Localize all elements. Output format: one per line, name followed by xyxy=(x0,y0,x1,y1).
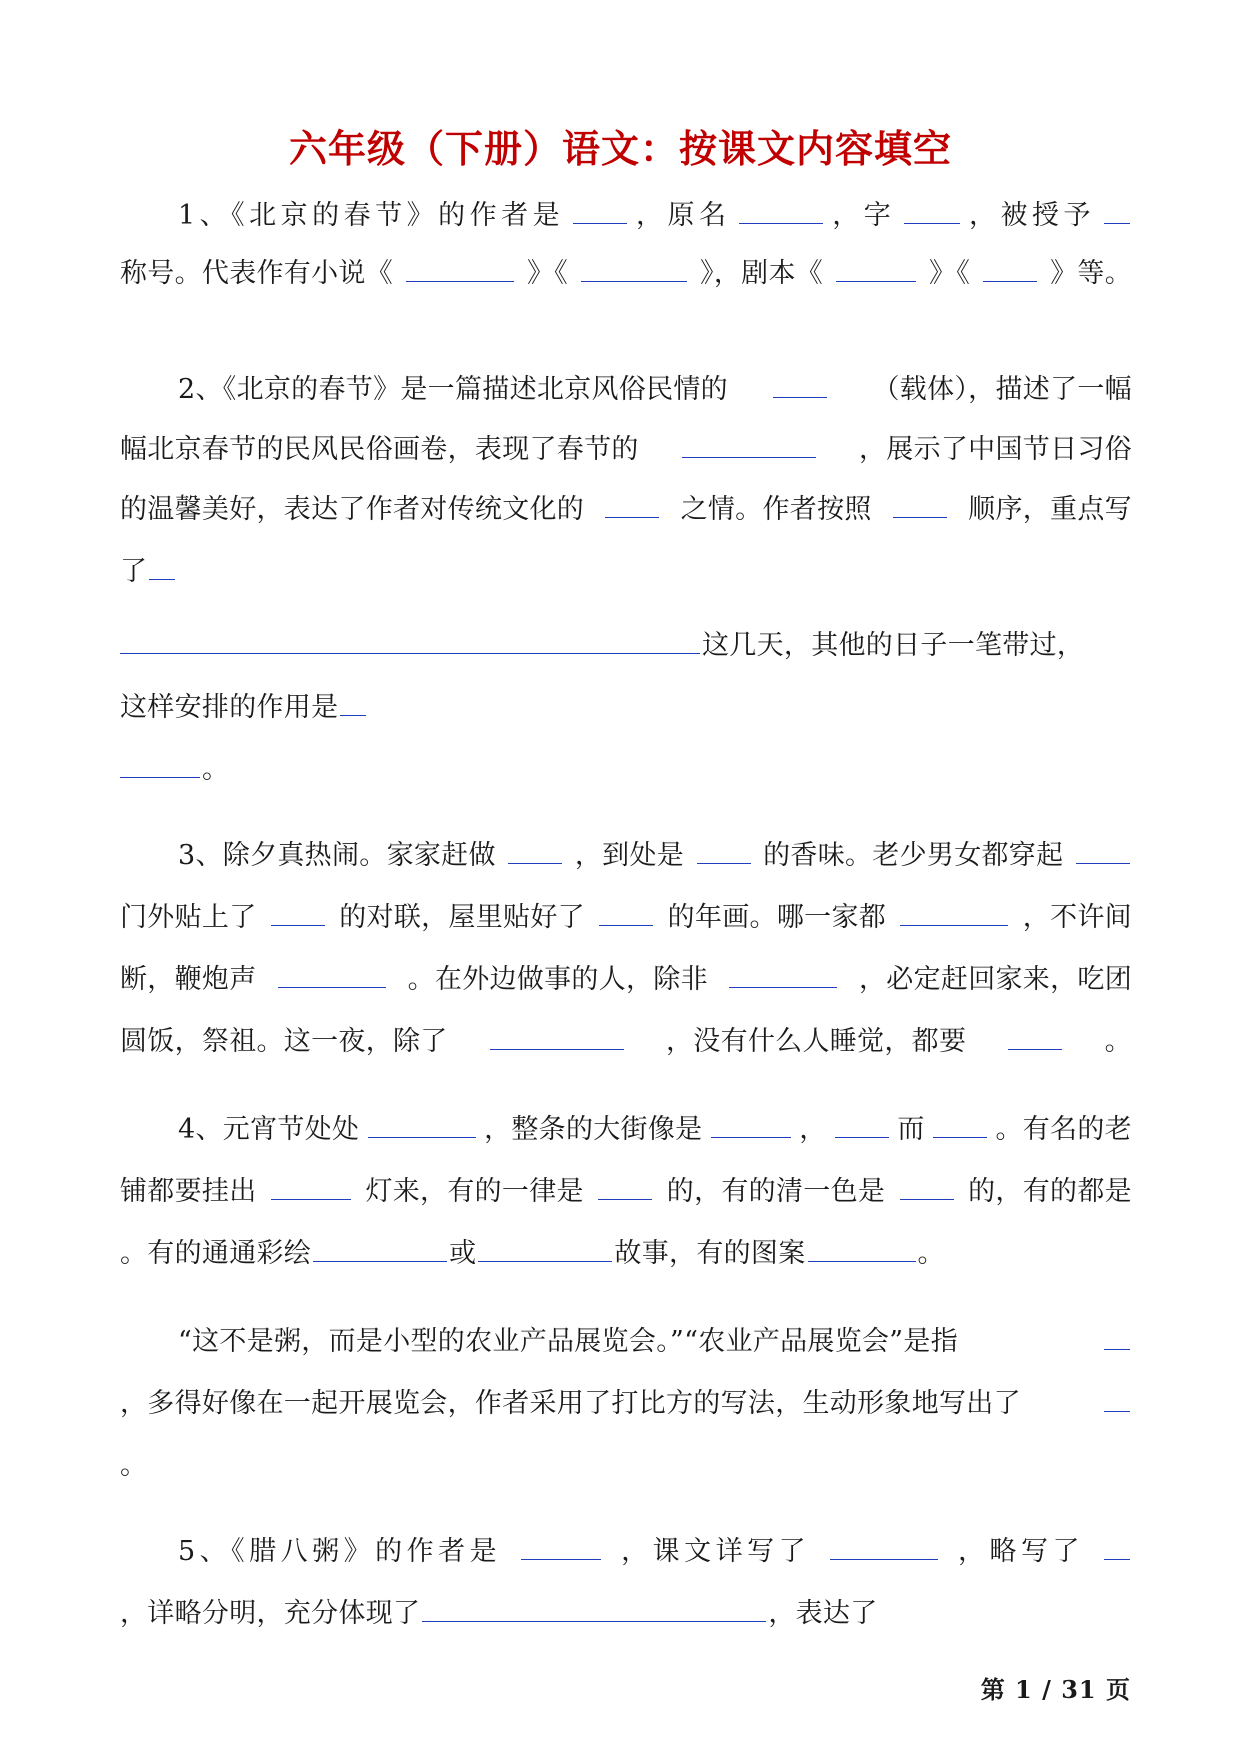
blank[interactable] xyxy=(697,836,751,864)
q1-text-4: ，被授予 xyxy=(969,200,1096,231)
blank[interactable] xyxy=(904,196,960,224)
blank[interactable] xyxy=(933,1110,987,1138)
q3-text-9: 。在外边做事的人，除非 xyxy=(407,964,708,995)
q4-text-1: 4、元宵节处处 xyxy=(178,1114,360,1145)
blank[interactable] xyxy=(1104,1532,1130,1560)
question-1-line-1 xyxy=(178,196,1132,236)
question-4-line-1 xyxy=(178,1110,1132,1150)
question-3-line-1 xyxy=(178,836,1132,876)
question-2-line-5 xyxy=(120,626,1132,666)
question-2-line-7 xyxy=(120,750,1132,790)
q1-text-7: 》，剧本《 xyxy=(700,258,824,289)
blank[interactable] xyxy=(340,688,366,716)
blank[interactable] xyxy=(605,490,659,518)
blank[interactable] xyxy=(729,960,837,988)
question-3-line-4 xyxy=(120,1022,1132,1062)
blank[interactable] xyxy=(599,898,653,926)
q3-text-12: ，没有什么人睡觉，都要 xyxy=(665,1026,967,1057)
blank[interactable] xyxy=(900,898,1008,926)
q4-text-7: 灯来，有的一律是 xyxy=(365,1176,584,1207)
q1-text-1: 1、《北京的春节》的作者是 xyxy=(178,200,565,231)
question-2-line-2 xyxy=(120,430,1132,470)
q4-text-5: 。有名的老 xyxy=(995,1114,1132,1145)
q3-text-6: 的年画。哪一家都 xyxy=(667,902,887,933)
blank[interactable] xyxy=(1076,836,1130,864)
blank[interactable] xyxy=(773,370,827,398)
blank[interactable] xyxy=(149,552,175,580)
q5-text-5: ，表达了 xyxy=(768,1598,878,1629)
q1-text-2: ，原名 xyxy=(635,200,731,231)
question-4b-line-3 xyxy=(120,1446,1132,1486)
q1-text-6: 》《 xyxy=(526,258,569,289)
blank[interactable] xyxy=(422,1594,766,1622)
q3-text-3: 的香味。老少男女都穿起 xyxy=(763,840,1064,871)
q3-text-2: ，到处是 xyxy=(574,840,685,871)
blank[interactable] xyxy=(120,626,700,654)
question-2-line-4 xyxy=(120,552,1132,592)
question-4-line-2 xyxy=(120,1172,1132,1212)
question-4b-line-1 xyxy=(178,1322,1132,1362)
blank[interactable] xyxy=(1008,1022,1062,1050)
q1-text-3: ，字 xyxy=(832,200,896,231)
blank[interactable] xyxy=(836,254,916,282)
blank[interactable] xyxy=(581,254,687,282)
q4-text-9: 的，有的都是 xyxy=(968,1176,1132,1207)
q5-text-1: 5、《腊八粥》的作者是 xyxy=(178,1536,502,1567)
blank[interactable] xyxy=(835,1110,889,1138)
question-2-line-6 xyxy=(120,688,1132,728)
q4-text-12: 故事，有的图案 xyxy=(614,1238,806,1269)
q3-text-7: ，不许间 xyxy=(1022,902,1132,933)
q3-text-1: 3、除夕真热闹。家家赶做 xyxy=(178,840,496,871)
question-2-line-3 xyxy=(120,490,1132,530)
blank[interactable] xyxy=(808,1234,916,1262)
q4-text-10: 。有的通通彩绘 xyxy=(120,1238,312,1269)
blank[interactable] xyxy=(983,254,1037,282)
q3-text-5: 的对联，屋里贴好了 xyxy=(339,902,585,933)
blank[interactable] xyxy=(900,1172,954,1200)
q2-text-8: 了 xyxy=(120,556,148,587)
q4-text-4: 而 xyxy=(897,1114,925,1145)
q2-text-10: 这样安排的作用是 xyxy=(120,692,339,723)
q1-text-8: 》《 xyxy=(929,258,971,289)
q3-text-13: 。 xyxy=(1104,1026,1132,1057)
blank[interactable] xyxy=(271,898,325,926)
q2-text-6: 之情。作者按照 xyxy=(680,494,872,525)
blank[interactable] xyxy=(1104,1384,1130,1412)
question-5-line-1 xyxy=(178,1532,1132,1572)
q5-text-2: ，课文详写了 xyxy=(621,1536,811,1567)
document-title: 六年级（下册）语文：按课文内容填空 xyxy=(288,126,952,171)
blank[interactable] xyxy=(830,1532,938,1560)
question-5-line-2 xyxy=(120,1594,1132,1634)
blank[interactable] xyxy=(120,750,200,778)
blank[interactable] xyxy=(1104,196,1130,224)
q4b-text-1: “这不是粥，而是小型的农业产品展览会。”“农业产品展览会”是指 xyxy=(178,1326,959,1357)
q2-text-3: 幅北京春节的民风民俗画卷，表现了春节的 xyxy=(120,434,639,465)
q5-text-3: ，略写了 xyxy=(958,1536,1084,1567)
question-1-line-2 xyxy=(120,254,1132,294)
blank[interactable] xyxy=(521,1532,601,1560)
q2-text-1: 2、《北京的春节》是一篇描述北京风俗民情的 xyxy=(178,374,728,405)
blank[interactable] xyxy=(573,196,627,224)
blank[interactable] xyxy=(406,254,514,282)
question-3-line-2 xyxy=(120,898,1132,938)
blank[interactable] xyxy=(893,490,947,518)
q1-text-9: 》等。 xyxy=(1050,258,1132,289)
blank[interactable] xyxy=(478,1234,612,1262)
q3-text-8: 断，鞭炮声 xyxy=(120,964,257,995)
q1-text-5: 称号。代表作有小说《 xyxy=(120,258,393,289)
blank[interactable] xyxy=(368,1110,476,1138)
blank[interactable] xyxy=(1104,1322,1130,1350)
q2-text-4: ，展示了中国节日习俗 xyxy=(858,434,1132,465)
question-4b-line-2 xyxy=(120,1384,1132,1424)
q2-text-7: 顺序，重点写 xyxy=(968,494,1132,525)
q4b-text-2: ，多得好像在一起开展览会，作者采用了打比方的写法，生动形象地写出了 xyxy=(120,1388,1021,1419)
q2-text-9: 这几天，其他的日子一笔带过， xyxy=(702,630,1085,661)
q4-text-3: ， xyxy=(799,1114,827,1145)
q2-text-5: 的温馨美好，表达了作者对传统文化的 xyxy=(120,494,585,525)
q4-text-6: 铺都要挂出 xyxy=(120,1176,257,1207)
q3-text-4: 门外贴上了 xyxy=(120,902,257,933)
q5-text-4: ，详略分明，充分体现了 xyxy=(120,1598,421,1629)
blank[interactable] xyxy=(598,1172,652,1200)
question-2-line-1 xyxy=(178,370,1132,410)
blank[interactable] xyxy=(313,1234,447,1262)
q2-text-2: （载体），描述了一幅 xyxy=(872,374,1132,405)
q4-text-8: 的，有的清一色是 xyxy=(666,1176,886,1207)
blank[interactable] xyxy=(739,196,823,224)
q4b-text-3: 。 xyxy=(120,1450,148,1481)
blank[interactable] xyxy=(271,1172,351,1200)
blank[interactable] xyxy=(682,430,816,458)
question-3-line-3 xyxy=(120,960,1132,1000)
blank[interactable] xyxy=(490,1022,624,1050)
question-4-line-3 xyxy=(120,1234,1132,1274)
q4-text-2: ，整条的大街像是 xyxy=(484,1114,703,1145)
blank[interactable] xyxy=(278,960,386,988)
q3-text-11: 圆饭，祭祖。这一夜，除了 xyxy=(120,1026,448,1057)
q4-text-11: 或 xyxy=(449,1238,477,1269)
blank[interactable] xyxy=(711,1110,791,1138)
blank[interactable] xyxy=(508,836,562,864)
q2-text-11: 。 xyxy=(202,754,230,785)
q4-text-13: 。 xyxy=(917,1238,945,1269)
q3-text-10: ，必定赶回家来，吃团 xyxy=(859,964,1132,995)
page-number: 第 1 / 31 页 xyxy=(980,1675,1131,1704)
